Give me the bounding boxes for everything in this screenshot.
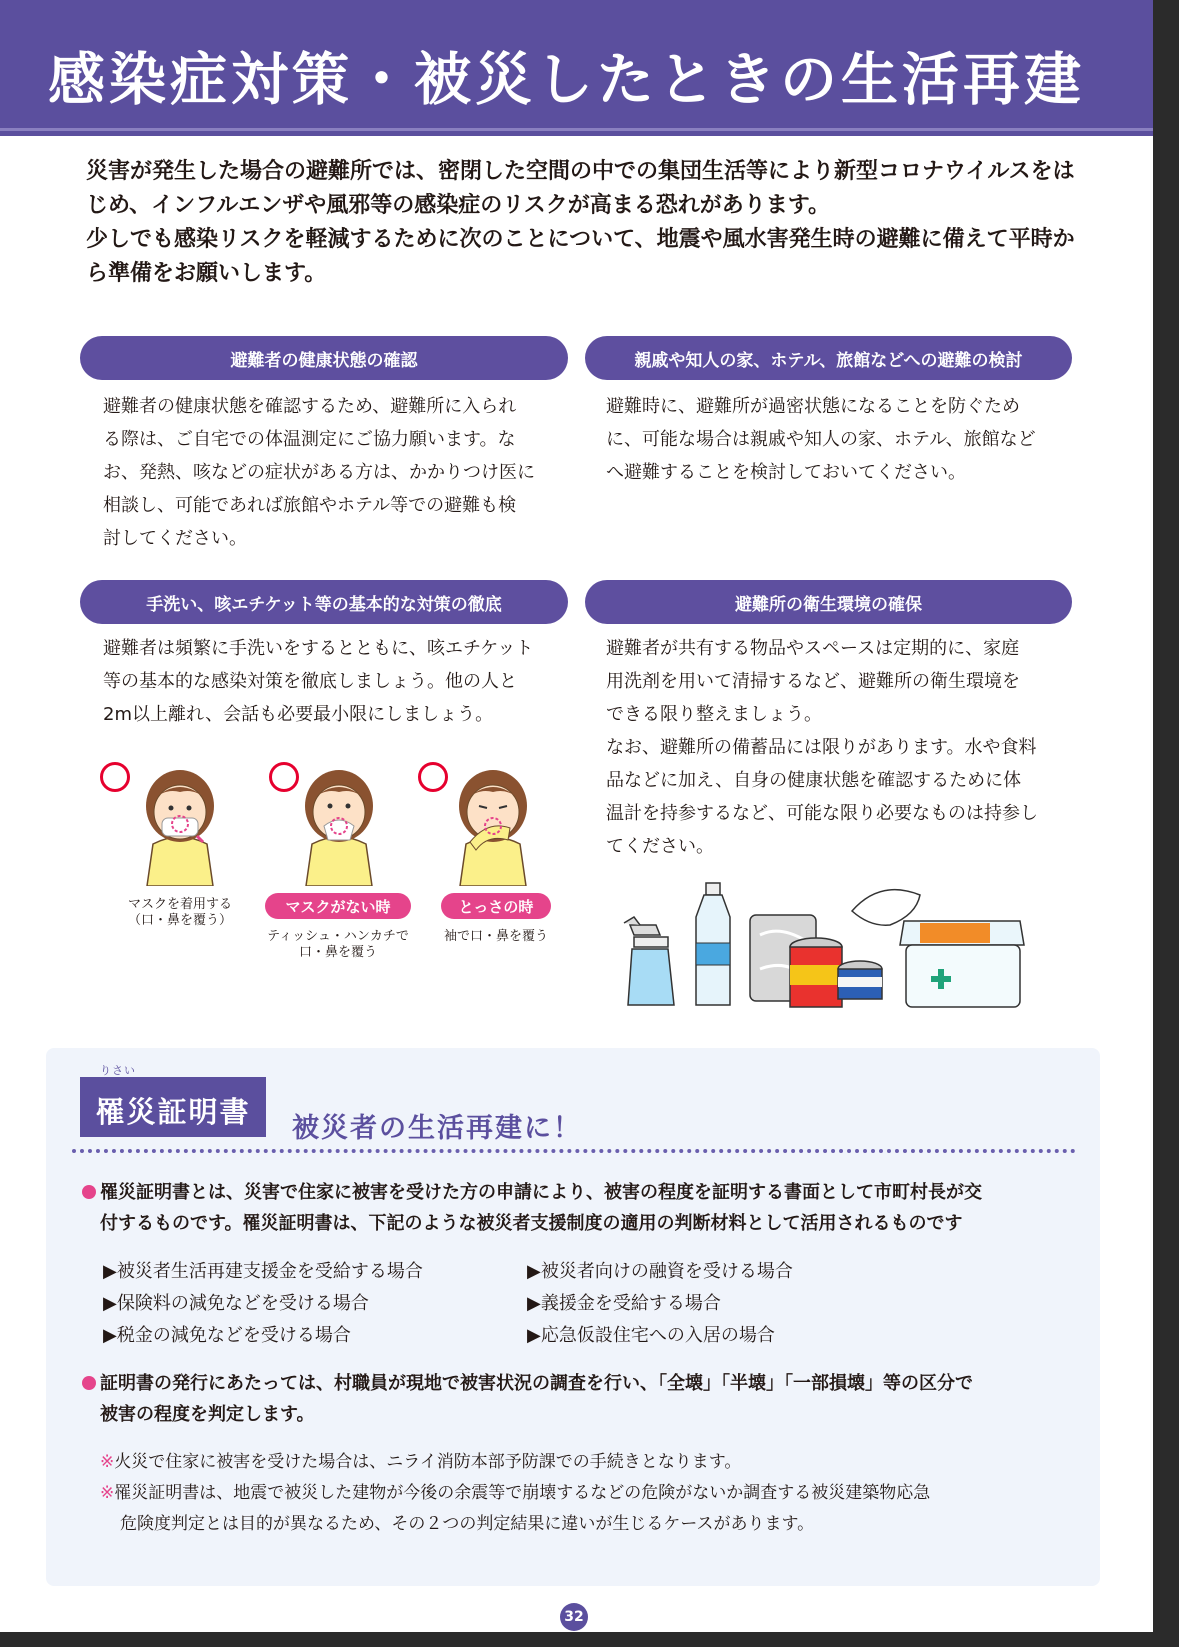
body-line: 用洗剤を用いて清掃するなど、避難所の衛生環境を [606,671,1020,692]
intro-paragraph: 少しでも感染リスクを軽減するために次のことについて、地震や風水害発生時の避難に備えて平時から準備をお願いします。 [86,227,1075,286]
note-text: 罹災証明書は、地震で被災した建物が今後の余震等で崩壊するなどの危険がないか調査する被災建築物応急 [114,1483,931,1503]
header-rule [0,128,1153,131]
figure-caption-tissue [258,929,418,961]
note-text: 火災で住家に被害を受けた場合は、ニライ消防本部予防課での手続きとなります。 [114,1452,742,1472]
body-line: に、可能な場合は親戚や知人の家、ホテル、旅館など [606,429,1036,450]
paragraph-line: 証明書の発行にあたっては、村職員が現地で被害状況の調査を行い、「全壊」「半壊」「一部損壊」等の区分で [100,1373,973,1394]
page-header [0,0,1153,136]
section-title-hygiene: 避難所の衛生環境の確保 [585,580,1072,624]
section-body-hygiene [606,632,1076,863]
girl-with-mask-illustration [135,764,225,886]
caption-line: 口・鼻を覆う [298,945,377,960]
girl-with-sleeve-illustration [448,764,538,886]
intro-paragraph: 災害が発生した場合の避難所では、密閉した空間の中での集団生活等により新型コロナウイルスをはじめ、インフルエンザや風邪等の感染症のリスクが高まる恐れがあります。 [86,159,1075,218]
risai-paragraph-1 [82,1177,1082,1239]
body-line: へ避難することを検討しておいてください。 [606,462,966,483]
body-line: る際は、ご自宅での体温測定にご協力願います。な [103,429,516,450]
paragraph-line: 罹災証明書とは、災害で住家に被害を受けた方の申請により、被害の程度を証明する書面として市町村長が交 [100,1182,982,1203]
body-line: 討してください。 [103,528,247,549]
body-line: 温計を持参するなど、可能な限り必要なものは持参し [606,803,1038,824]
figure-caption-mask [110,897,250,929]
figure-caption-sleeve: 袖で口・鼻を覆う [443,929,548,944]
list-item: ▶応急仮設住宅への入居の場合 [527,1325,775,1346]
body-line: てください。 [606,836,714,857]
body-line: できる限り整えましょう。 [606,704,822,725]
note-text: 危険度判定とは目的が異なるため、その２つの判定結果に違いが生じるケースがあります。 [120,1514,815,1534]
case-list-left [103,1256,423,1352]
pink-bullet-icon [82,1185,96,1199]
caption-line: ティッシュ・ハンカチで [267,929,409,944]
paragraph-line: 被害の程度を判定します。 [100,1404,315,1425]
risai-heading: 被災者の生活再建に！ [292,1113,582,1144]
section-body-health [103,390,563,555]
body-line: 2m以上離れ、会話も必要最小限にしましょう。 [103,704,494,725]
dotted-divider [72,1149,1076,1153]
body-line: 避難者の健康状態を確認するため、避難所に入られ [103,396,517,417]
section-title-health: 避難者の健康状態の確認 [80,336,568,380]
body-line: 避難者は頻繁に手洗いをするとともに、咳エチケット [103,638,534,659]
body-line: なお、避難所の備蓄品には限りがあります。水や食料 [606,737,1037,758]
caption-line: （口・鼻を覆う） [127,913,232,928]
intro-text [86,155,1076,291]
canned-food-icon [790,938,882,1007]
pink-bullet-icon [82,1376,96,1390]
risai-notes [100,1447,1080,1540]
spray-bottle-icon [624,917,674,1005]
body-line: 相談し、可能であれば旅館やホテル等での避難も検 [103,495,517,516]
risai-ruby: りさい [100,1064,136,1077]
ok-circle-icon [418,762,448,792]
risai-tab-label: 罹災証明書 [80,1077,266,1137]
list-item: ▶被災者向けの融資を受ける場合 [527,1261,793,1282]
note-mark: ※ [100,1483,115,1503]
water-bottle-icon [696,883,730,1005]
section-title-handwash: 手洗い、咳エチケット等の基本的な対策の徹底 [80,580,568,624]
list-item: ▶被災者生活再建支援金を受給する場合 [103,1261,423,1282]
case-list-right [527,1256,793,1352]
emergency-supplies-illustration [620,865,1040,1015]
viewer-right-edge [1153,0,1179,1647]
body-line: 等の基本的な感染対策を徹底しましょう。他の人と [103,671,517,692]
section-title-relatives: 親戚や知人の家、ホテル、旅館などへの避難の検討 [585,336,1072,380]
section-body-relatives [606,390,1066,489]
page-number: 32 [560,1603,588,1631]
list-item: ▶保険料の減免などを受ける場合 [103,1293,369,1314]
list-item: ▶税金の減免などを受ける場合 [103,1325,351,1346]
caption-line: マスクを着用する [127,897,232,912]
girl-with-tissue-illustration [294,764,384,886]
section-body-handwash [103,632,563,731]
list-item: ▶義援金を受給する場合 [527,1293,721,1314]
figure-tag-sudden: とっさの時 [441,893,551,919]
body-line: お、発熱、咳などの症状がある方は、かかりつけ医に [103,462,535,483]
page-title: 感染症対策・被災したときの生活再建 [48,47,1085,113]
risai-paragraph-2 [82,1368,1082,1430]
paragraph-line: 付するものです。罹災証明書は、下記のような被災者支援制度の適用の判断材料として活用されるものです [100,1213,963,1234]
body-line: 品などに加え、自身の健康状態を確認するために体 [606,770,1022,791]
note-mark: ※ [100,1452,115,1472]
ok-circle-icon [100,762,130,792]
body-line: 避難時に、避難所が過密状態になることを防ぐため [606,396,1020,417]
body-line: 避難者が共有する物品やスペースは定期的に、家庭 [606,638,1020,659]
figure-tag-no-mask: マスクがない時 [265,893,411,919]
